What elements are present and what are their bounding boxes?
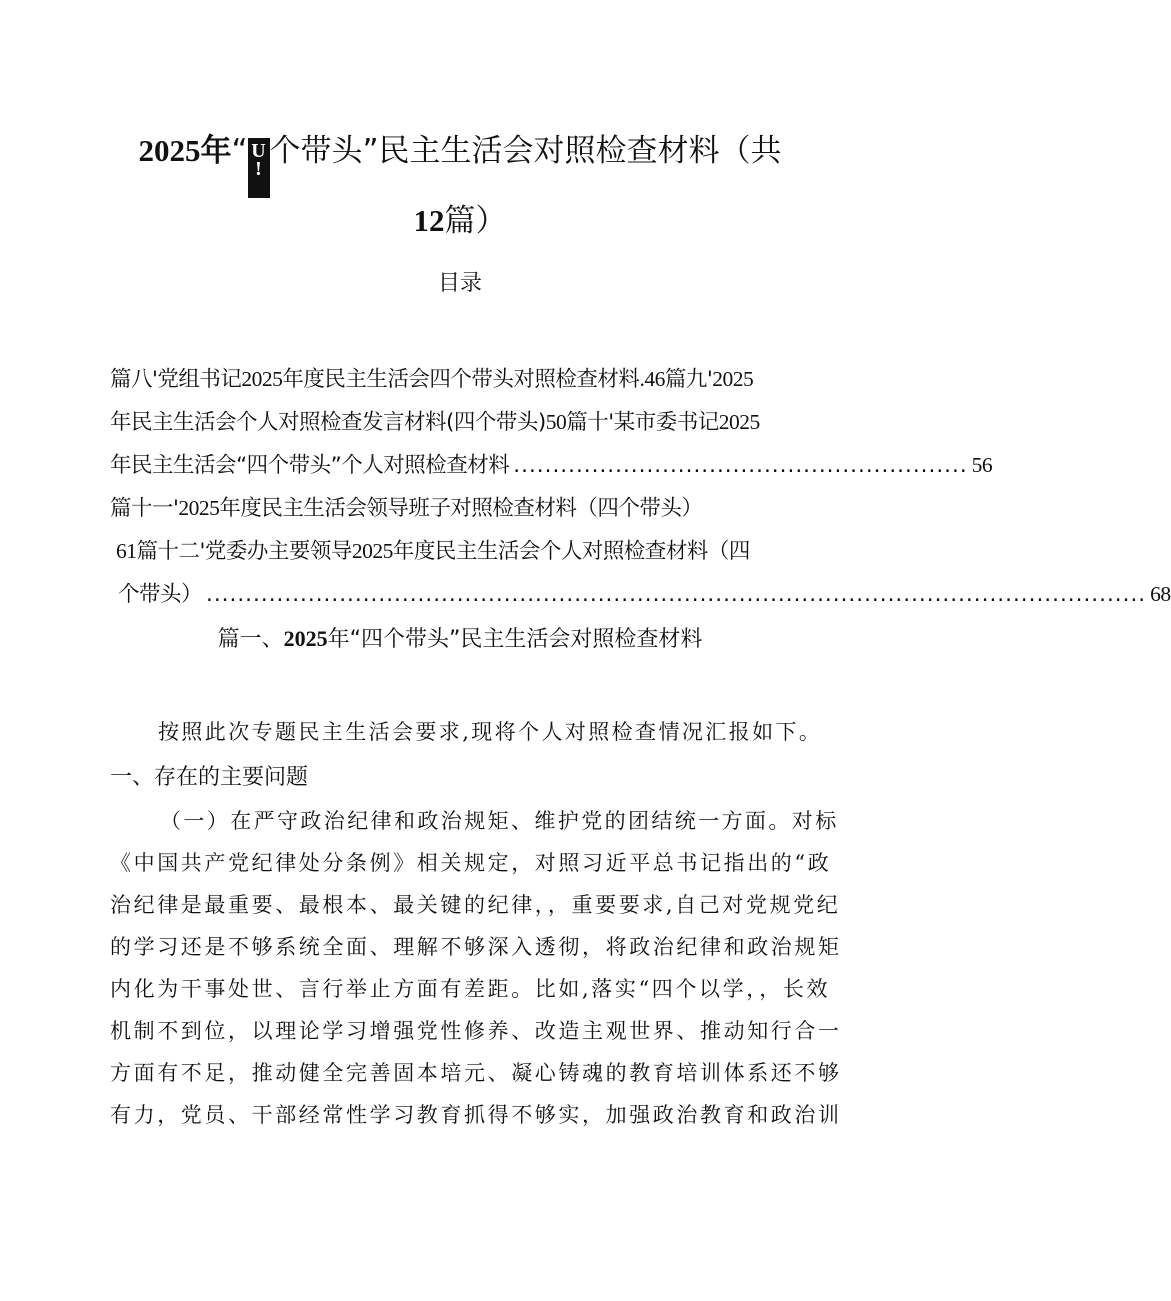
body-line-6: 机制不到位，以理论学习增强党性修养、改造主观世界、推动知行合一 <box>110 1019 842 1043</box>
toc-line-6: 个带头） ........................................................................................................................ 68 <box>118 582 1171 607</box>
body-line-1: （一）在严守政治纪律和政治规矩、维护党的团结统一方面。对标 <box>160 809 839 833</box>
title-count: 12 <box>413 203 445 238</box>
section-title: 篇一、2025年“四个带头”民主生活会对照检查材料 <box>217 626 703 652</box>
body-line-7: 方面有不足，推动健全完善固本培元、凝心铸魂的教育培训体系还不够 <box>110 1061 842 1085</box>
title-year: 2025年 <box>138 133 232 168</box>
title-line-1 <box>70 128 850 198</box>
title-rest: 个带头”民主生活会对照检查材料（共 <box>269 133 782 169</box>
toc-heading: 目录 <box>437 271 482 296</box>
body-line-4: 的学习还是不够系统全面、理解不够深入透彻，将政治纪律和政治规矩 <box>110 935 842 959</box>
intro-paragraph: 按照此次专题民主生活会要求,现将个人对照检查情况汇报如下。 <box>158 720 823 744</box>
title-quote-open: “ <box>231 133 248 169</box>
toc-line-5: 61篇十二'党委办主要领导2025年度民主生活会个人对照检查材料（四 <box>116 539 750 564</box>
toc-line-2: 年民主生活会个人对照检查发言材料(四个带头)50篇十'某市委书记2025 <box>110 410 760 435</box>
body-line-5: 内化为干事处世、言行举止方面有差距。比如,落实“四个以学，，长效 <box>110 977 831 1001</box>
body-line-2: 《中国共产党纪律处分条例》相关规定，对照习近平总书记指出的“政 <box>110 851 832 875</box>
toc-line-3: 年民主生活会“四个带头”个人对照检查材料 .......................................................... 56 <box>110 453 993 478</box>
toc-line-1: 篇八'党组书记2025年度民主生活会四个带头对照检查材料.46篇九'2025 <box>110 367 754 392</box>
title-artifact-badge: U ! <box>248 138 270 198</box>
title-line-2: 12篇） <box>413 203 507 239</box>
toc-line-4: 篇十一'2025年度民主生活会领导班子对照检查材料（四个带头） <box>110 496 703 521</box>
heading-main-problems: 一、存在的主要问题 <box>110 765 309 790</box>
body-line-8: 有力，党员、干部经常性学习教育抓得不够实，加强政治教育和政治训 <box>110 1103 842 1127</box>
body-line-3: 治纪律是最重要、最根本、最关键的纪律，，重要要求,自己对党规党纪 <box>110 893 841 917</box>
document-title <box>70 128 850 244</box>
